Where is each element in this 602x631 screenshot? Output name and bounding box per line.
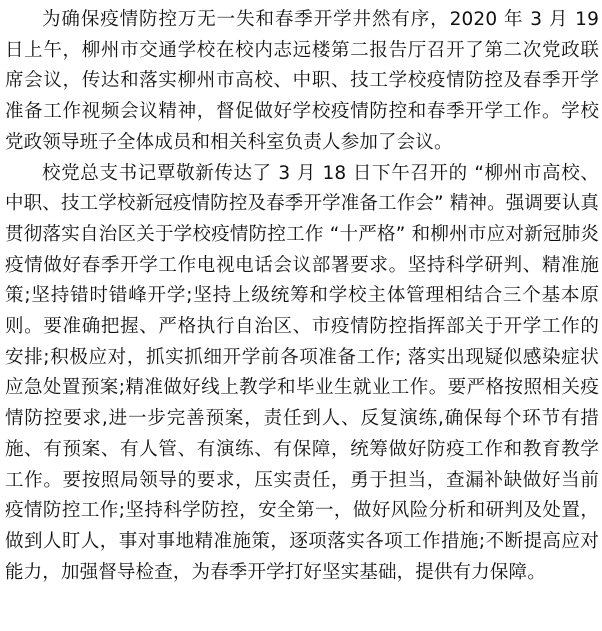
article-paragraph-2: 校党总支书记覃敬新传达了 3 月 18 日下午召开的 “柳州市高校、中职、技工学校新冠疫情防控及春季开学准备工作会” 精神。强调要认真贯彻落实自治区关于学校疫情防控工作 “十严格” 和柳州市应对新冠肺炎疫情做好春季开学工作电视电话会议部署要求。坚持科学研判、精准施策;坚持错时错峰开学;坚持上级统筹和学校主体管理相结合三个基本原则。要准确把握、严格执行自治区、市疫情防控指挥部关于开学工作的安排;积极应对，抓实抓细开学前各项准备工作; 落实出现疑似感染症状应急处置预案;精准做好线上教学和毕业生就业工作。要严格按照相关疫情防控要求,进一步完善预案，责任到人、反复演练,确保每个环节有措施、有预案、有人管、有演练、有保障，统筹做好防疫工作和教育教学工作。要按照局领导的要求，压实责任，勇于担当，查漏补缺做好当前疫情防控工作;坚持科学防控，安全第一，做好风险分析和研判及处置，做到人盯人，事对事地精准施策，逐项落实各项工作措施;不断提高应对能力，加强督导检查，为春季开学打好坚实基础，提供有力保障。 — [5, 162, 599, 583]
article-paragraph-1: 为确保疫情防控万无一失和春季开学井然有序，2020 年 3 月 19 日上午，柳州市交通学校在校内志远楼第二报告厅召开了第二次党政联席会议，传达和落实柳州市高校、中职、技工学校疫情防控及春季开学准备工作视频会议精神，督促做好学校疫情防控和春季开学工作。学校党政领导班子全体成员和相关科室负责人参加了会议。 — [5, 9, 599, 153]
